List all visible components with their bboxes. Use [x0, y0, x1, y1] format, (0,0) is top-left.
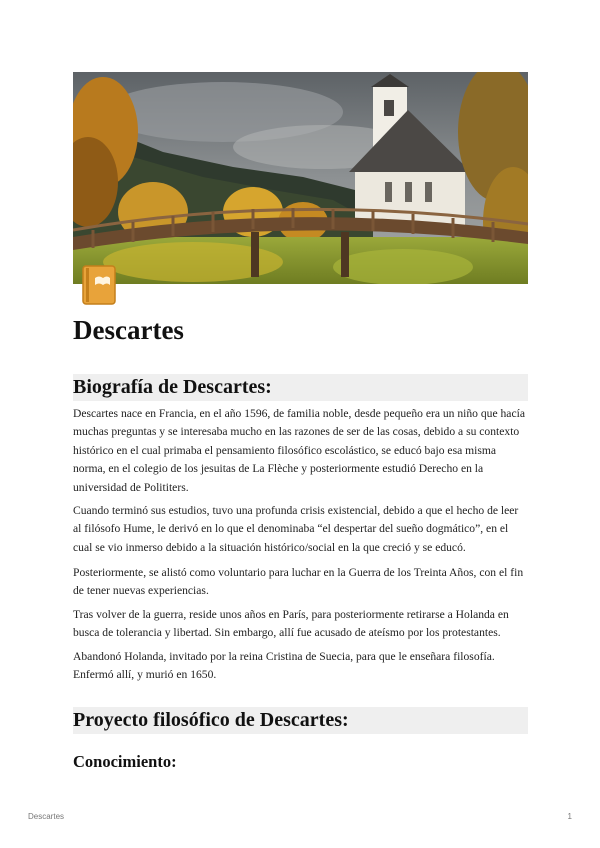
- paragraph: Cuando terminó sus estudios, tuvo una profunda crisis existencial, debido a que el hecho de leer al filósofo Hume, le derivó en lo que el denominaba “el despertar del sueño dogmático”, en el cual se vio inmerso debido a la situación histórico/social en la que creció y se educó.: [73, 504, 519, 554]
- section-heading-proyecto: [73, 707, 528, 734]
- page-title: Descartes: [73, 315, 184, 345]
- cover-image: [73, 72, 528, 284]
- footer-page-number: 1: [567, 812, 572, 821]
- book-icon: [82, 265, 116, 305]
- subheading-conocimiento: Conocimiento:: [73, 752, 177, 771]
- paragraph: Descartes nace en Francia, en el año 1596, de familia noble, desde pequeño era un niño que hacía muchas preguntas y se interesaba mucho en las razones de ser de las cosas, debido a su contexto histórico en el cual primaba el pensamiento filosófico escolástico, se educó bajo esa misma norma, en el colegio de los jesuitas de La Flèche y posteriormente estudió Derecho en la universidad de Polititers.: [73, 407, 525, 494]
- paragraph: Abandonó Holanda, invitado por la reina Cristina de Suecia, para que le enseñara filosofía. Enfermó allí, y murió en 1650.: [73, 650, 495, 682]
- section-heading-text: Biografía de Descartes:: [73, 376, 272, 398]
- paragraph: Posteriormente, se alistó como voluntario para luchar en la Guerra de los Treinta Años, con el fin de tener nuevas experiencias.: [73, 566, 524, 598]
- footer-document-title: Descartes: [28, 812, 65, 821]
- section-heading-biografia: [73, 374, 528, 401]
- paragraph: Tras volver de la guerra, reside unos años en París, para posteriormente retirarse a Holanda en busca de tolerancia y libertad. Sin embargo, allí fue acusado de ateísmo por los protestantes.: [73, 608, 509, 640]
- section-heading-text: Proyecto filosófico de Descartes:: [73, 709, 349, 731]
